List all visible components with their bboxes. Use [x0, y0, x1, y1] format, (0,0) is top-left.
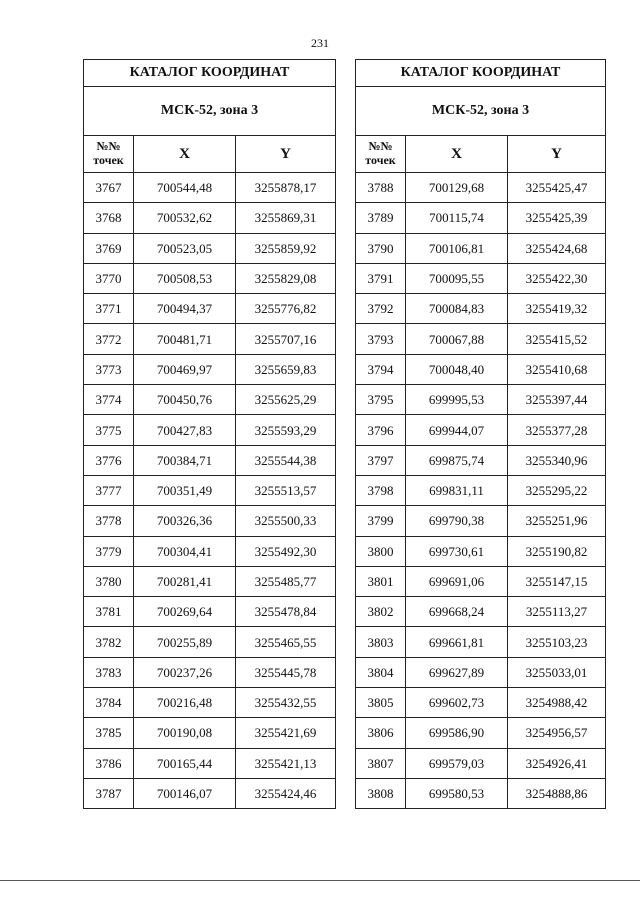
point-number-cell: 3779 [84, 536, 134, 566]
table-row [356, 597, 606, 627]
y-cell: 3255513,57 [236, 475, 336, 505]
point-number-cell: 3786 [84, 748, 134, 778]
x-cell: 700326,36 [134, 506, 236, 536]
point-number-cell: 3777 [84, 475, 134, 505]
point-number-cell: 3768 [84, 203, 134, 233]
point-number-cell: 3808 [356, 778, 406, 808]
y-cell: 3255544,38 [236, 445, 336, 475]
point-number-cell: 3784 [84, 688, 134, 718]
y-cell: 3255113,27 [508, 597, 606, 627]
table-row [356, 415, 606, 445]
table-row [356, 536, 606, 566]
point-number-cell: 3770 [84, 263, 134, 293]
point-number-cell: 3771 [84, 294, 134, 324]
x-cell: 699790,38 [406, 506, 508, 536]
y-cell: 3255478,84 [236, 597, 336, 627]
x-cell: 699875,74 [406, 445, 508, 475]
table-row [84, 415, 336, 445]
y-cell: 3255859,92 [236, 233, 336, 263]
table-row [84, 233, 336, 263]
table-row [356, 385, 606, 415]
x-cell: 699668,24 [406, 597, 508, 627]
table-row [84, 203, 336, 233]
coordinate-table-right [355, 59, 606, 809]
y-cell: 3255422,30 [508, 263, 606, 293]
x-cell: 700281,41 [134, 566, 236, 596]
x-cell: 699995,53 [406, 385, 508, 415]
x-cell: 700427,83 [134, 415, 236, 445]
y-cell: 3255659,83 [236, 354, 336, 384]
point-number-cell: 3789 [356, 203, 406, 233]
point-number-cell: 3801 [356, 566, 406, 596]
x-cell: 700494,37 [134, 294, 236, 324]
y-cell: 3255625,29 [236, 385, 336, 415]
table-row [356, 233, 606, 263]
point-number-header-line1: №№ [368, 139, 393, 154]
y-cell: 3255421,69 [236, 718, 336, 748]
point-number-cell: 3774 [84, 385, 134, 415]
x-cell: 700255,89 [134, 627, 236, 657]
table-row [356, 718, 606, 748]
y-cell: 3255878,17 [236, 173, 336, 203]
x-cell: 700469,97 [134, 354, 236, 384]
point-number-cell: 3780 [84, 566, 134, 596]
x-cell: 700384,71 [134, 445, 236, 475]
point-number-cell: 3785 [84, 718, 134, 748]
x-cell: 699691,06 [406, 566, 508, 596]
point-number-cell: 3767 [84, 173, 134, 203]
table-row [84, 475, 336, 505]
table-row [84, 263, 336, 293]
y-cell: 3254988,42 [508, 688, 606, 718]
x-cell: 699580,53 [406, 778, 508, 808]
table-row [84, 385, 336, 415]
table-row [356, 173, 606, 203]
x-cell: 699944,07 [406, 415, 508, 445]
table-row [84, 354, 336, 384]
y-cell: 3255425,47 [508, 173, 606, 203]
y-cell: 3255500,33 [236, 506, 336, 536]
point-number-cell: 3782 [84, 627, 134, 657]
point-number-cell: 3804 [356, 657, 406, 687]
x-cell: 699602,73 [406, 688, 508, 718]
point-number-cell: 3772 [84, 324, 134, 354]
point-number-cell: 3790 [356, 233, 406, 263]
point-number-cell: 3795 [356, 385, 406, 415]
table-row [356, 506, 606, 536]
y-cell: 3255829,08 [236, 263, 336, 293]
y-cell: 3255397,44 [508, 385, 606, 415]
table-row [356, 657, 606, 687]
y-cell: 3254956,57 [508, 718, 606, 748]
x-cell: 699661,81 [406, 627, 508, 657]
table-row [356, 627, 606, 657]
table-row [356, 475, 606, 505]
point-number-cell: 3778 [84, 506, 134, 536]
point-number-header-line1: №№ [96, 139, 121, 154]
y-cell: 3255421,13 [236, 748, 336, 778]
x-cell: 700237,26 [134, 657, 236, 687]
catalog-title: КАТАЛОГ КООРДИНАТ [356, 60, 606, 87]
y-cell: 3255295,22 [508, 475, 606, 505]
table-row [84, 627, 336, 657]
table-row [356, 203, 606, 233]
point-number-cell: 3807 [356, 748, 406, 778]
y-cell: 3255415,52 [508, 324, 606, 354]
table-row [84, 506, 336, 536]
x-cell: 700146,07 [134, 778, 236, 808]
coordinate-table-left [83, 59, 336, 809]
table-row [356, 778, 606, 808]
x-header: X [406, 136, 508, 173]
y-header: Y [236, 136, 336, 173]
y-cell: 3254926,41 [508, 748, 606, 778]
point-number-cell: 3799 [356, 506, 406, 536]
table-row [356, 566, 606, 596]
table-row [356, 445, 606, 475]
table-row [84, 445, 336, 475]
y-cell: 3255340,96 [508, 445, 606, 475]
y-cell: 3255465,55 [236, 627, 336, 657]
y-cell: 3255445,78 [236, 657, 336, 687]
x-cell: 700508,53 [134, 263, 236, 293]
point-number-cell: 3802 [356, 597, 406, 627]
x-cell: 700450,76 [134, 385, 236, 415]
point-number-cell: 3794 [356, 354, 406, 384]
table-row [84, 718, 336, 748]
y-cell: 3255492,30 [236, 536, 336, 566]
table-row [84, 748, 336, 778]
point-number-cell: 3773 [84, 354, 134, 384]
table-body-left [84, 60, 336, 809]
point-number-cell: 3787 [84, 778, 134, 808]
y-cell: 3254888,86 [508, 778, 606, 808]
x-cell: 700084,83 [406, 294, 508, 324]
x-cell: 699579,03 [406, 748, 508, 778]
y-header: Y [508, 136, 606, 173]
table-row [84, 324, 336, 354]
y-cell: 3255147,15 [508, 566, 606, 596]
y-cell: 3255425,39 [508, 203, 606, 233]
point-number-cell: 3796 [356, 415, 406, 445]
table-row [356, 263, 606, 293]
point-number-header [356, 136, 406, 173]
point-number-cell: 3793 [356, 324, 406, 354]
x-cell: 699627,89 [406, 657, 508, 687]
x-cell: 700048,40 [406, 354, 508, 384]
table-row [84, 294, 336, 324]
y-cell: 3255251,96 [508, 506, 606, 536]
page-number: 231 [311, 36, 329, 50]
x-cell: 700532,62 [134, 203, 236, 233]
catalog-title: КАТАЛОГ КООРДИНАТ [84, 60, 336, 87]
point-number-cell: 3781 [84, 597, 134, 627]
y-cell: 3255424,68 [508, 233, 606, 263]
y-cell: 3255485,77 [236, 566, 336, 596]
x-cell: 700115,74 [406, 203, 508, 233]
x-cell: 700129,68 [406, 173, 508, 203]
point-number-cell: 3783 [84, 657, 134, 687]
y-cell: 3255410,68 [508, 354, 606, 384]
x-cell: 700481,71 [134, 324, 236, 354]
x-cell: 700351,49 [134, 475, 236, 505]
x-cell: 700190,08 [134, 718, 236, 748]
point-number-cell: 3769 [84, 233, 134, 263]
x-cell: 700269,64 [134, 597, 236, 627]
coordinate-system: МСК-52, зона 3 [356, 87, 606, 136]
point-number-cell: 3798 [356, 475, 406, 505]
y-cell: 3255419,32 [508, 294, 606, 324]
x-header: X [134, 136, 236, 173]
point-number-cell: 3806 [356, 718, 406, 748]
x-cell: 700067,88 [406, 324, 508, 354]
x-cell: 700216,48 [134, 688, 236, 718]
point-number-cell: 3803 [356, 627, 406, 657]
y-cell: 3255103,23 [508, 627, 606, 657]
table-row [84, 778, 336, 808]
x-cell: 700165,44 [134, 748, 236, 778]
y-cell: 3255869,31 [236, 203, 336, 233]
point-number-header-line2: точек [93, 153, 124, 167]
y-cell: 3255432,55 [236, 688, 336, 718]
table-row [84, 173, 336, 203]
table-row [84, 536, 336, 566]
point-number-cell: 3776 [84, 445, 134, 475]
y-cell: 3255593,29 [236, 415, 336, 445]
x-cell: 700544,48 [134, 173, 236, 203]
point-number-cell: 3788 [356, 173, 406, 203]
table-row [356, 294, 606, 324]
x-cell: 700523,05 [134, 233, 236, 263]
x-cell: 700304,41 [134, 536, 236, 566]
x-cell: 699586,90 [406, 718, 508, 748]
point-number-header [84, 136, 134, 173]
table-row [356, 354, 606, 384]
table-row [356, 324, 606, 354]
table-row [356, 748, 606, 778]
x-cell: 700095,55 [406, 263, 508, 293]
x-cell: 700106,81 [406, 233, 508, 263]
x-cell: 699730,61 [406, 536, 508, 566]
point-number-header-line2: точек [365, 153, 396, 167]
point-number-cell: 3775 [84, 415, 134, 445]
y-cell: 3255190,82 [508, 536, 606, 566]
y-cell: 3255033,01 [508, 657, 606, 687]
table-row [84, 657, 336, 687]
table-row [84, 688, 336, 718]
point-number-cell: 3791 [356, 263, 406, 293]
table-body-right [356, 60, 606, 809]
table-row [84, 597, 336, 627]
point-number-cell: 3805 [356, 688, 406, 718]
table-row [84, 566, 336, 596]
point-number-cell: 3792 [356, 294, 406, 324]
y-cell: 3255776,82 [236, 294, 336, 324]
y-cell: 3255424,46 [236, 778, 336, 808]
coordinate-system: МСК-52, зона 3 [84, 87, 336, 136]
y-cell: 3255707,16 [236, 324, 336, 354]
bottom-rule [0, 880, 640, 881]
table-row [356, 688, 606, 718]
y-cell: 3255377,28 [508, 415, 606, 445]
x-cell: 699831,11 [406, 475, 508, 505]
point-number-cell: 3797 [356, 445, 406, 475]
point-number-cell: 3800 [356, 536, 406, 566]
